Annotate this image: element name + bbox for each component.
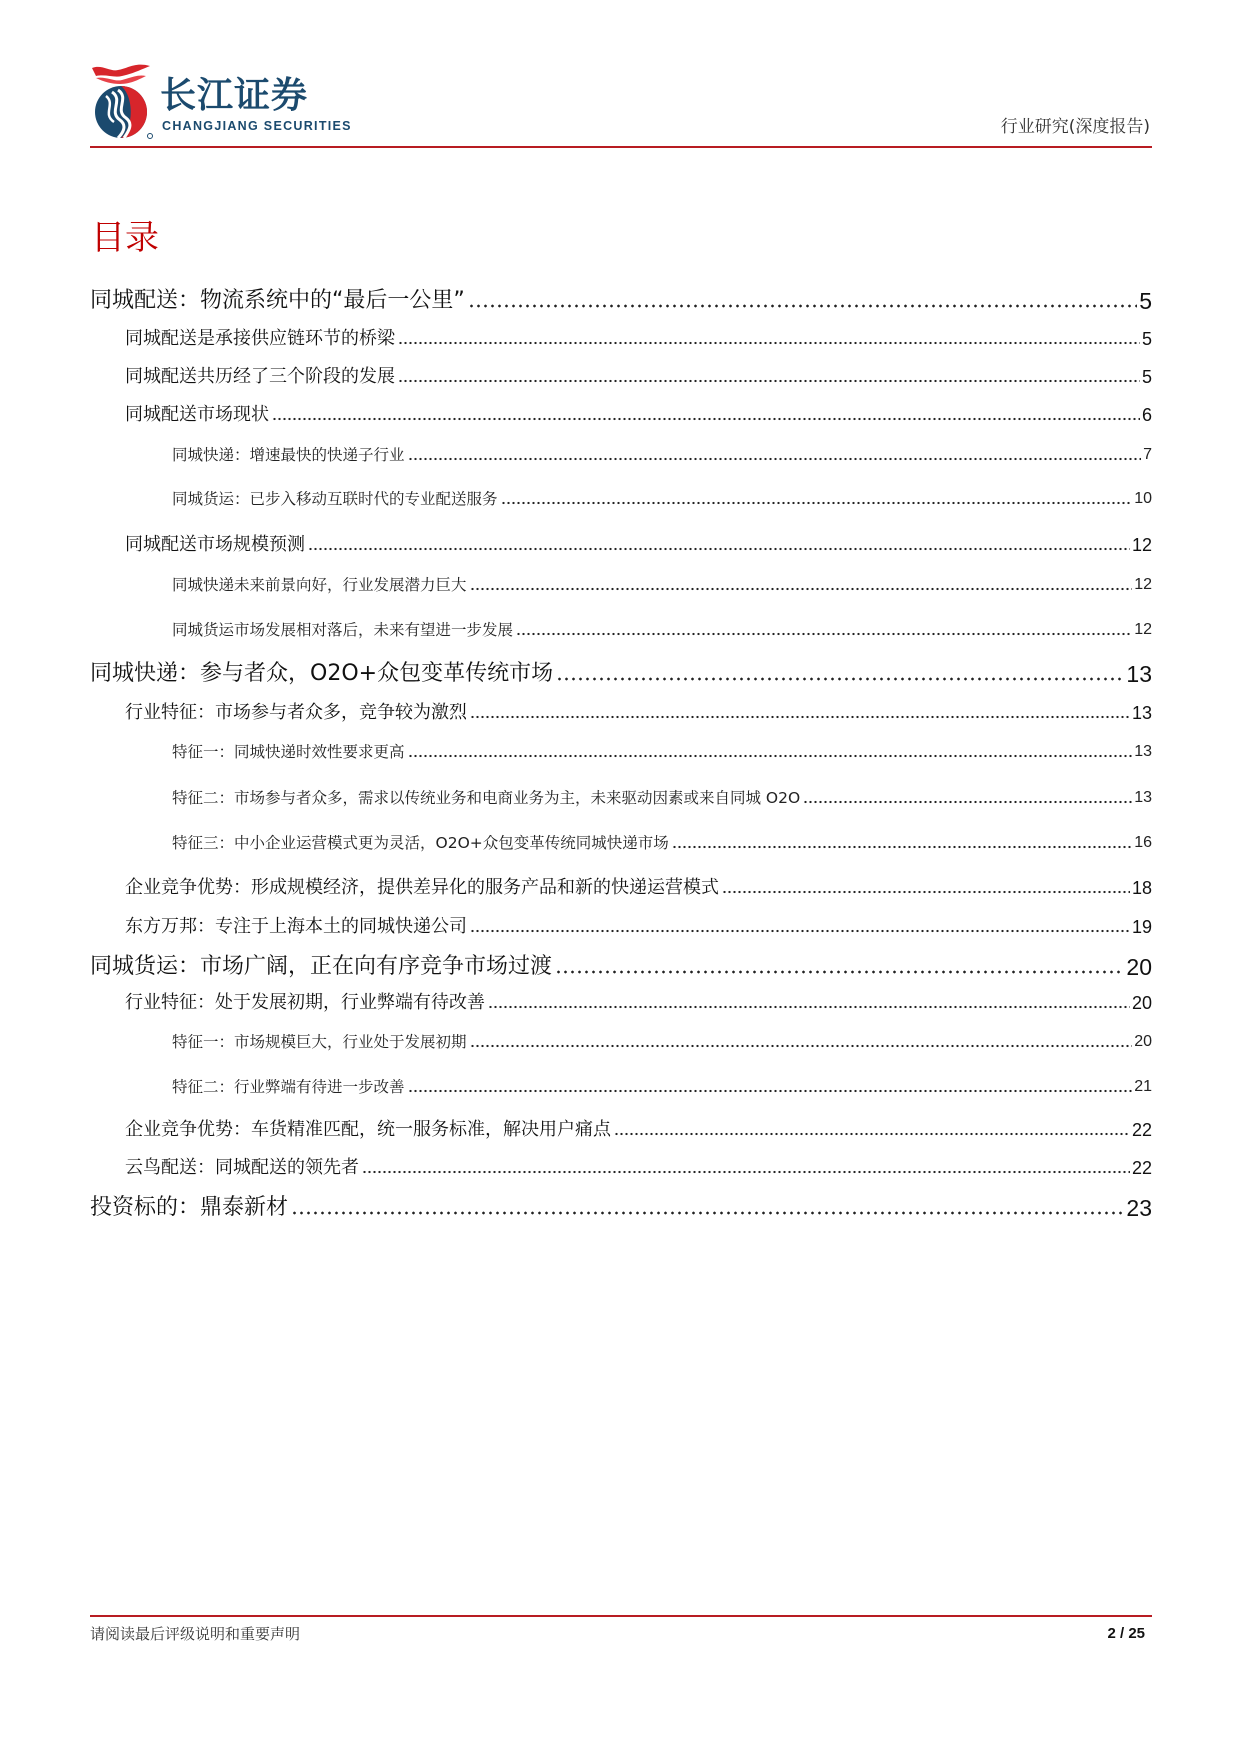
toc-entry-level-1[interactable] [90, 954, 1152, 980]
dot-leader [488, 1005, 1130, 1009]
changjiang-emblem-icon [88, 62, 154, 140]
dot-leader [516, 632, 1132, 636]
toc-entry-level-2[interactable] [90, 1157, 1152, 1179]
toc-entry-level-3[interactable] [90, 742, 1152, 762]
toc-entry-page-number: 13 [1134, 789, 1152, 806]
toc-entry-page-number: 13 [1126, 661, 1152, 687]
dot-leader [291, 1211, 1124, 1215]
dot-leader [398, 379, 1140, 383]
toc-entry-page-number: 5 [1139, 288, 1152, 314]
dot-leader [408, 1089, 1133, 1093]
toc-entry-label: 同城配送共历经了三个阶段的发展 [125, 366, 395, 387]
toc-entry-label: 企业竞争优势：形成规模经济，提供差异化的服务产品和新的快递运营模式 [125, 877, 719, 898]
toc-entry-label: 同城货运市场发展相对落后，未来有望进一步发展 [172, 621, 514, 639]
toc-entry-level-2[interactable] [90, 992, 1152, 1014]
toc-entry-label: 特征三：中小企业运营模式更为灵活，O2O+众包变革传统同城快递市场 [172, 834, 669, 852]
toc-entry-page-number: 19 [1131, 917, 1152, 937]
toc-entry-page-number: 16 [1134, 834, 1152, 851]
dot-leader [308, 547, 1130, 551]
dot-leader [470, 715, 1130, 719]
dot-leader [398, 341, 1140, 345]
toc-entry-label: 同城货运：已步入移动互联时代的专业配送服务 [172, 490, 498, 508]
dot-leader [470, 1044, 1133, 1048]
dot-leader [470, 929, 1130, 933]
toc-entry-label: 同城配送是承接供应链环节的桥梁 [125, 328, 395, 349]
toc-entry-page-number: 5 [1141, 367, 1152, 387]
toc-entry-page-number: 22 [1131, 1120, 1152, 1140]
toc-entry-page-number: 12 [1134, 576, 1152, 593]
toc-entry-level-2[interactable] [90, 328, 1152, 350]
dot-leader [501, 501, 1133, 505]
toc-entry-page-number: 20 [1131, 993, 1152, 1013]
report-type-label: 行业研究(深度报告) [1000, 117, 1150, 137]
logo-chinese-name: 长江证券 [160, 75, 309, 116]
toc-entry-page-number: 21 [1134, 1078, 1152, 1095]
toc-entry-label: 行业特征：处于发展初期，行业弊端有待改善 [125, 992, 485, 1013]
dot-leader [468, 304, 1137, 308]
toc-entry-label: 云鸟配送：同城配送的领先者 [125, 1157, 359, 1178]
toc-entry-page-number: 5 [1141, 329, 1152, 349]
toc-entry-page-number: 13 [1134, 743, 1152, 760]
company-logo [88, 62, 388, 140]
toc-entry-level-2[interactable] [90, 877, 1152, 899]
dot-leader [803, 800, 1132, 804]
toc-entry-level-1[interactable] [90, 1195, 1152, 1221]
toc-entry-label: 投资标的：鼎泰新材 [90, 1195, 289, 1220]
toc-entry-label: 同城快递：参与者众，O2O+众包变革传统市场 [90, 661, 554, 686]
toc-entry-label: 特征二：行业弊端有待进一步改善 [172, 1078, 405, 1096]
toc-entry-level-3[interactable] [90, 620, 1152, 640]
toc-entry-level-2[interactable] [90, 366, 1152, 388]
toc-entry-page-number: 12 [1134, 621, 1152, 638]
toc-entry-label: 东方万邦：专注于上海本土的同城快递公司 [125, 916, 467, 937]
toc-entry-level-3[interactable] [90, 1077, 1152, 1097]
toc-entry-label: 特征一：市场规模巨大，行业处于发展初期 [172, 1033, 467, 1051]
toc-entry-page-number: 22 [1131, 1158, 1152, 1178]
logo-english-name: CHANGJIANG SECURITIES [162, 119, 352, 133]
dot-leader [555, 970, 1124, 974]
toc-entry-level-3[interactable] [90, 445, 1152, 465]
toc-entry-label: 特征二：市场参与者众多，需求以传统业务和电商业务为主，未来驱动因素或来自同城 O2O [172, 789, 801, 807]
footer-divider [90, 1615, 1152, 1617]
toc-entry-page-number: 10 [1134, 490, 1152, 507]
dot-leader [722, 890, 1130, 894]
toc-entry-level-3[interactable] [90, 1032, 1152, 1052]
toc-entry-label: 同城快递：增速最快的快递子行业 [172, 446, 405, 464]
toc-entry-page-number: 7 [1143, 446, 1152, 463]
dot-leader [470, 587, 1133, 591]
toc-entry-label: 同城配送：物流系统中的“最后一公里” [90, 288, 465, 313]
toc-entry-level-3[interactable] [90, 833, 1152, 853]
dot-leader [408, 754, 1133, 758]
dot-leader [614, 1132, 1130, 1136]
toc-entry-label: 企业竞争优势：车货精准匹配，统一服务标准，解决用户痛点 [125, 1119, 611, 1140]
dot-leader [272, 417, 1140, 421]
toc-entry-page-number: 20 [1126, 954, 1152, 980]
toc-entry-level-2[interactable] [90, 702, 1152, 724]
header-divider [90, 146, 1152, 148]
disclaimer-note: 请阅读最后评级说明和重要声明 [90, 1625, 301, 1643]
toc-entry-level-3[interactable] [90, 489, 1152, 509]
dot-leader [362, 1170, 1130, 1174]
toc-entry-level-1[interactable] [90, 661, 1152, 687]
toc-entry-level-3[interactable] [90, 575, 1152, 595]
dot-leader [408, 457, 1142, 461]
toc-entry-label: 特征一：同城快递时效性要求更高 [172, 743, 405, 761]
toc-entry-page-number: 23 [1126, 1195, 1152, 1221]
toc-entry-level-2[interactable] [90, 404, 1152, 426]
dot-leader [556, 677, 1124, 681]
toc-entry-level-1[interactable] [90, 288, 1152, 314]
toc-entry-label: 同城配送市场规模预测 [125, 534, 305, 555]
toc-entry-label: 同城货运：市场广阔，正在向有序竞争市场过渡 [90, 954, 553, 979]
toc-entry-page-number: 20 [1134, 1033, 1152, 1050]
toc-title: 目录 [91, 218, 159, 258]
dot-leader [672, 845, 1132, 849]
toc-entry-label: 行业特征：市场参与者众多，竞争较为激烈 [125, 702, 467, 723]
toc-entry-page-number: 13 [1131, 703, 1152, 723]
toc-entry-page-number: 12 [1131, 535, 1152, 555]
toc-entry-label: 同城快递未来前景向好，行业发展潜力巨大 [172, 576, 467, 594]
page-indicator: 2 / 25 [1107, 1625, 1145, 1642]
toc-entry-level-2[interactable] [90, 534, 1152, 556]
toc-entry-level-3[interactable] [90, 788, 1152, 808]
toc-entry-page-number: 6 [1141, 405, 1152, 425]
toc-entry-level-2[interactable] [90, 1119, 1152, 1141]
toc-entry-page-number: 18 [1131, 878, 1152, 898]
toc-entry-label: 同城配送市场现状 [125, 404, 269, 425]
toc-entry-level-2[interactable] [90, 916, 1152, 938]
